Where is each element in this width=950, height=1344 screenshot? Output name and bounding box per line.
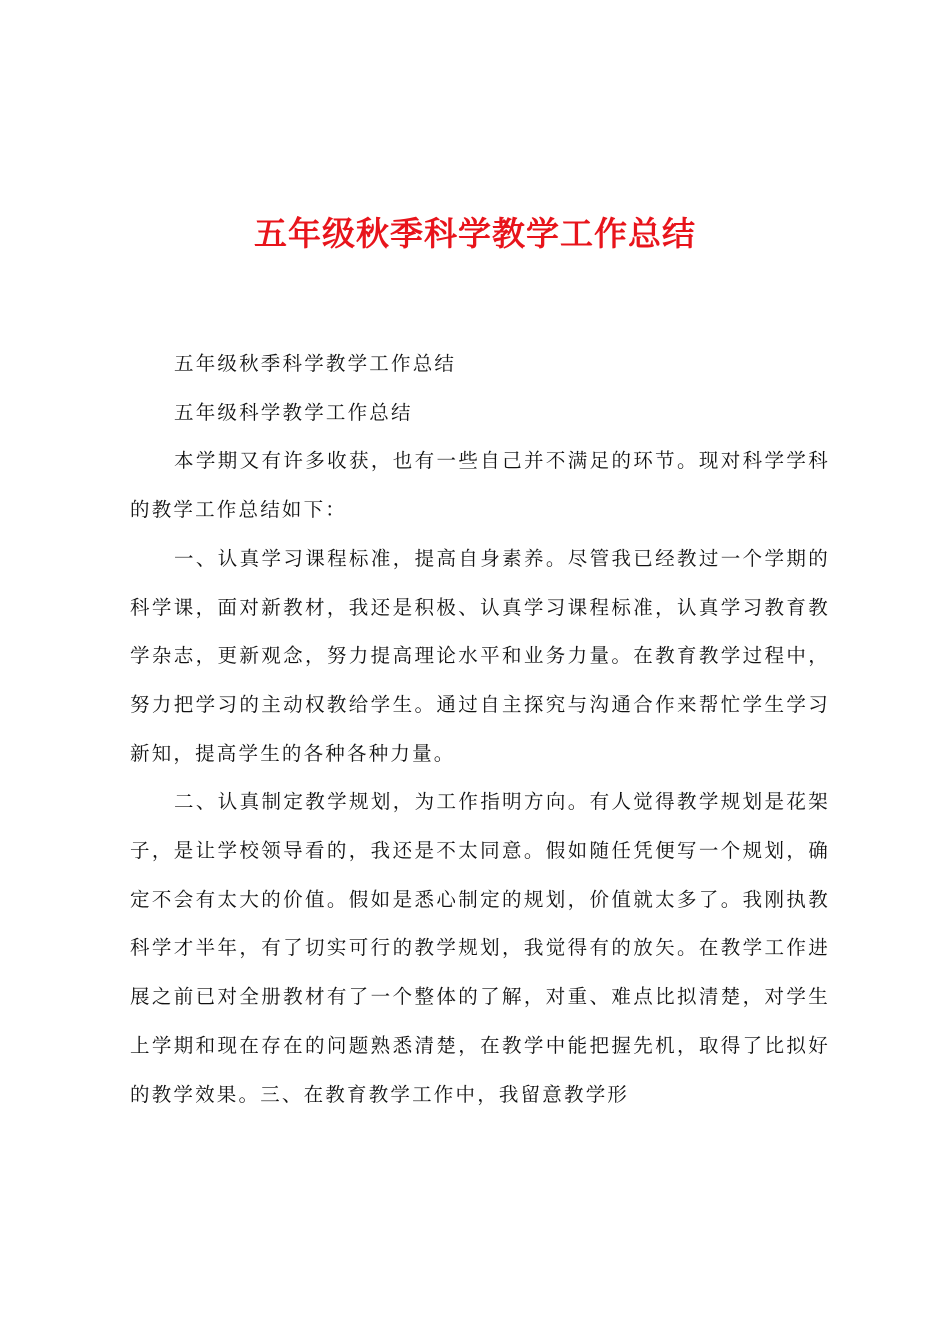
paragraph-heading-1: 五年级秋季科学教学工作总结 (174, 352, 457, 375)
paragraph-section-2: 二、认真制定教学规划，为工作指明方向。有人觉得教学规划是花架子，是让学校领导看的，我还是不太同意。假如随任凭便写一个规划，确定不会有太大的价值。假如是悉心制定的规划，价值就太多了。我刚执教科学才半年，有了切实可行的教学规划，我觉得有的放矢。在教学工作进展之前已对全册教材有了一个整体的了解，对重、难点比拟清楚，对学生上学期和现在存在的问题熟悉清楚，在教学中能把握先机，取得了比拟好的教学效果。三、在教育教学工作中，我留意教学形 (130, 790, 830, 1106)
paragraph-heading-2: 五年级科学教学工作总结 (174, 400, 413, 424)
document-body (130, 340, 830, 1119)
paragraph-section-1: 一、认真学习课程标准，提高自身素养。尽管我已经教过一个学期的科学课，面对新教材，我还是积极、认真学习课程标准，认真学习教育教学杂志，更新观念，努力提高理论水平和业务力量。在教育教学过程中，努力把学习的主动权教给学生。通过自主探究与沟通合作来帮忙学生学习新知，提高学生的各种各种力量。 (130, 546, 830, 765)
paragraph-intro: 本学期又有许多收获，也有一些自己并不满足的环节。现对科学学科的教学工作总结如下： (130, 449, 830, 522)
document-title: 五年级秋季科学教学工作总结 (254, 214, 696, 253)
